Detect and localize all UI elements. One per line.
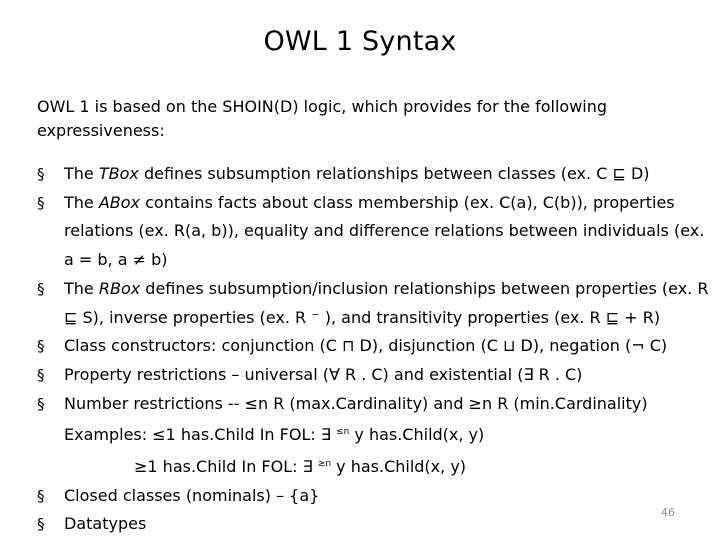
list-item	[37, 361, 712, 390]
rbox-prefix: The	[64, 278, 99, 298]
slide-title: OWL 1 Syntax	[263, 26, 457, 57]
restrictions-text: Property restrictions – universal (∀ R . C) and existential (∃ R . C)	[64, 364, 583, 384]
bullet-marker-icon: §	[37, 279, 45, 298]
list-item	[37, 160, 712, 189]
bullet-marker-icon: §	[37, 486, 45, 505]
list-item	[37, 189, 712, 275]
rbox-term: RBox	[98, 278, 141, 298]
list-item	[37, 332, 712, 361]
bullet-list	[37, 160, 712, 539]
constructors-text: Class constructors: conjunction (C ⊓ D), disjunction (C ⊔ D), negation (¬ C)	[64, 336, 668, 356]
intro-paragraph: OWL 1 is based on the SHOIN(D) logic, which provides for the following expressiveness:	[37, 97, 608, 140]
bullet-marker-icon: §	[37, 193, 45, 212]
list-item	[37, 275, 712, 332]
tbox-prefix: The	[64, 164, 99, 183]
abox-text: contains facts about class membership (ex. C(a), C(b)), properties relations (ex. R(a, b)), equality and difference relations between individuals (ex. a = b, a ≠ b)	[64, 192, 705, 270]
bullet-marker-icon: §	[37, 394, 45, 413]
example-2-formula: y has.Child(x, y)	[331, 457, 467, 477]
example-line-1	[64, 418, 712, 450]
rbox-text: defines subsumption/inclusion relationships between properties (ex. R ⊑ S), inverse properties (ex. R ⁻ ), and transitivity properties (ex. R ⊑ + R)	[64, 278, 709, 327]
example-2-text: ≥1 has.Child In FOL: ∃	[134, 457, 318, 477]
list-item	[37, 390, 712, 482]
example-2-superscript: ≥n	[317, 459, 332, 470]
example-1-superscript: ≤n	[336, 427, 350, 438]
page-number: 46	[661, 506, 675, 519]
number-restrictions-text: Number restrictions -- ≤n R (max.Cardinality) and ≥n R (min.Cardinality)	[64, 393, 648, 413]
tbox-term: TBox	[98, 164, 139, 183]
bullet-marker-icon: §	[37, 365, 45, 384]
bullet-marker-icon: §	[37, 515, 45, 534]
abox-term: ABox	[98, 192, 141, 212]
datatypes-text: Datatypes	[64, 514, 147, 534]
list-item	[37, 482, 712, 511]
bullet-marker-icon: §	[37, 337, 45, 356]
example-1-text: Examples: ≤1 has.Child In FOL: ∃	[64, 425, 337, 445]
example-1-formula: y has.Child(x, y)	[349, 425, 485, 445]
bullet-marker-icon: §	[37, 165, 45, 183]
closed-classes-text: Closed classes (nominals) – {a}	[64, 485, 320, 505]
abox-prefix: The	[64, 192, 99, 212]
tbox-text: defines subsumption relationships between classes (ex. C ⊑ D)	[138, 164, 650, 183]
list-item	[37, 510, 712, 539]
example-line-2	[64, 450, 712, 482]
